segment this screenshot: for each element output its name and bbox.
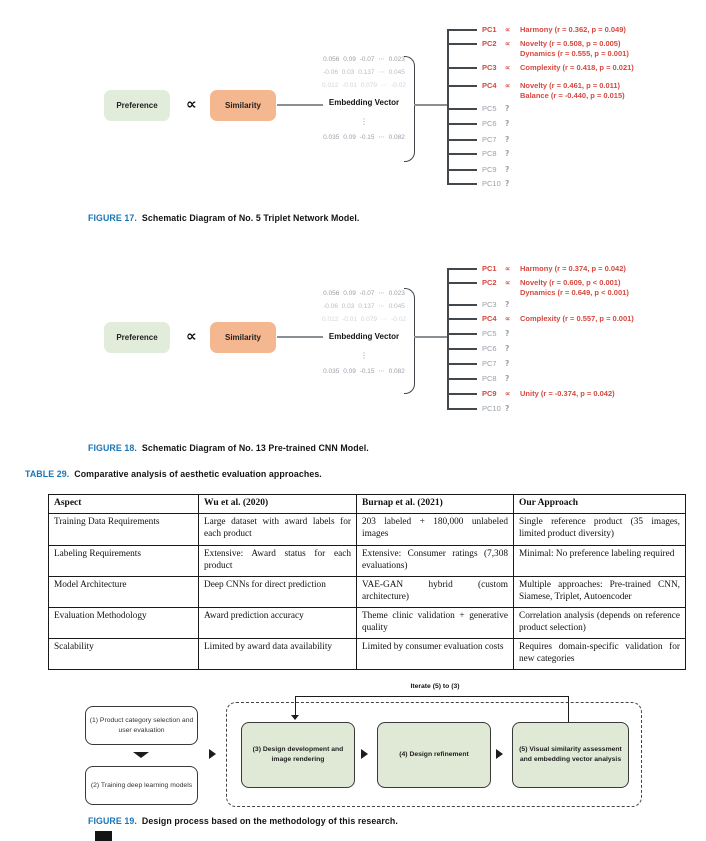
process-box-3 bbox=[241, 722, 355, 788]
similarity-box bbox=[210, 322, 276, 353]
table-cell: Single reference product (35 images, limited product diversity) bbox=[514, 514, 686, 545]
arrow-down-icon bbox=[133, 752, 149, 758]
process-box-4 bbox=[377, 722, 491, 788]
table-cell: VAE-GAN hybrid (custom architecture) bbox=[357, 576, 514, 607]
process-box-label: (4) Design refinement bbox=[399, 751, 469, 759]
pc-connector-line bbox=[447, 363, 477, 365]
question-symbol: ? bbox=[505, 344, 510, 353]
pc-factors bbox=[520, 81, 625, 101]
pc-row bbox=[447, 314, 634, 324]
process-box-5 bbox=[512, 722, 629, 788]
connector-line bbox=[414, 104, 447, 106]
pc-row bbox=[447, 135, 520, 145]
pc-connector-line bbox=[447, 169, 477, 171]
pc-label: PC3 bbox=[482, 300, 497, 309]
matrix-row: 0.012 -0.01 0.079 ⋯ -0.02 bbox=[322, 316, 406, 323]
table-cell: 203 labeled + 180,000 unlabeled images bbox=[357, 514, 514, 545]
pc-label: PC10 bbox=[482, 404, 501, 413]
table-cell: Large dataset with award labels for each product bbox=[199, 514, 357, 545]
pc-factor-line: Novelty (r = 0.609, p < 0.001) bbox=[520, 278, 621, 287]
caption-text: Design process based on the methodology of this research. bbox=[141, 816, 398, 826]
matrix-row: -0.06 0.03 0.137 ⋯ 0.045 bbox=[323, 69, 405, 76]
connector-line bbox=[414, 336, 447, 338]
figure-number: FIGURE 19. bbox=[88, 816, 137, 826]
pc-row bbox=[447, 179, 520, 189]
pc-row bbox=[447, 39, 629, 59]
pc-connector-line bbox=[447, 183, 477, 185]
question-symbol: ? bbox=[505, 300, 510, 309]
similarity-label: Similarity bbox=[224, 101, 261, 110]
pc-row bbox=[447, 404, 520, 414]
table-cell: Extensive: Award status for each product bbox=[199, 545, 357, 576]
embedding-vector-label: Embedding Vector bbox=[328, 332, 400, 341]
pc-label: PC5 bbox=[482, 329, 497, 338]
question-symbol: ? bbox=[505, 179, 510, 188]
propto-symbol: ∝ bbox=[505, 25, 511, 34]
table-cell: Labeling Requirements bbox=[49, 545, 199, 576]
similarity-label: Similarity bbox=[224, 333, 261, 342]
pc-label: PC1 bbox=[482, 25, 497, 34]
pc-factors bbox=[520, 314, 634, 324]
table-cell: Extensive: Consumer ratings (7,308 evaluations) bbox=[357, 545, 514, 576]
table-cell: Training Data Requirements bbox=[49, 514, 199, 545]
footer-mark bbox=[95, 831, 112, 841]
pc-connector-line bbox=[447, 408, 477, 410]
pc-connector-line bbox=[447, 393, 477, 395]
pc-row bbox=[447, 278, 629, 298]
question-symbol: ? bbox=[505, 329, 510, 338]
connector-line bbox=[277, 336, 323, 338]
pc-factors bbox=[520, 278, 629, 298]
table-cell: Model Architecture bbox=[49, 576, 199, 607]
table-cell: Correlation analysis (depends on reference product selection) bbox=[514, 607, 686, 638]
figure-number: FIGURE 17. bbox=[88, 213, 137, 223]
feedback-line-horizontal bbox=[295, 696, 569, 697]
pc-factor-line: Complexity (r = 0.418, p = 0.021) bbox=[520, 63, 634, 72]
preference-box bbox=[104, 322, 170, 353]
table-cell: Minimal: No preference labeling required bbox=[514, 545, 686, 576]
pc-factor-line: Unity (r = -0.374, p = 0.042) bbox=[520, 389, 615, 398]
pc-factor-line: Balance (r = -0.440, p = 0.015) bbox=[520, 91, 625, 101]
preference-label: Preference bbox=[116, 101, 158, 110]
table-cell: Scalability bbox=[49, 638, 199, 669]
proportional-to-symbol: ∝ bbox=[186, 95, 197, 113]
propto-symbol: ∝ bbox=[505, 314, 511, 323]
embedding-vector-matrix bbox=[322, 287, 406, 378]
pc-factors bbox=[520, 264, 626, 274]
propto-symbol: ∝ bbox=[505, 264, 511, 273]
process-box-1 bbox=[85, 706, 198, 745]
table-cell: Requires domain-specific validation for new categories bbox=[514, 638, 686, 669]
pc-connector-line bbox=[447, 282, 477, 284]
question-symbol: ? bbox=[505, 359, 510, 368]
propto-symbol: ∝ bbox=[505, 39, 511, 48]
connector-line bbox=[277, 104, 323, 106]
column-header: Burnap et al. (2021) bbox=[357, 495, 514, 514]
table-row bbox=[49, 638, 686, 669]
table-cell: Deep CNNs for direct prediction bbox=[199, 576, 357, 607]
pc-row bbox=[447, 119, 520, 129]
matrix-row: 0.035 0.09 -0.15 ⋯ 0.082 bbox=[323, 368, 405, 375]
pc-row bbox=[447, 264, 626, 274]
column-header: Our Approach bbox=[514, 495, 686, 514]
pc-label: PC5 bbox=[482, 104, 497, 113]
pc-label: PC1 bbox=[482, 264, 497, 273]
pc-connector-line bbox=[447, 29, 477, 31]
propto-symbol: ∝ bbox=[505, 389, 511, 398]
similarity-box bbox=[210, 90, 276, 121]
propto-symbol: ∝ bbox=[505, 63, 511, 72]
table-header-row bbox=[49, 495, 686, 514]
pc-row bbox=[447, 165, 520, 175]
table-cell: Limited by award data availability bbox=[199, 638, 357, 669]
iterate-label: Iterate (5) to (3) bbox=[410, 683, 460, 690]
pc-label: PC2 bbox=[482, 278, 497, 287]
arrow-right-icon bbox=[361, 749, 368, 759]
pc-label: PC4 bbox=[482, 314, 497, 323]
preference-label: Preference bbox=[116, 333, 158, 342]
pc-label: PC7 bbox=[482, 359, 497, 368]
figure-18-caption bbox=[88, 443, 369, 453]
arrow-right-icon bbox=[496, 749, 503, 759]
table-row bbox=[49, 576, 686, 607]
table-cell: Multiple approaches: Pre-trained CNN, Siamese, Triplet, Autoencoder bbox=[514, 576, 686, 607]
pc-factor-line: Harmony (r = 0.362, p = 0.049) bbox=[520, 25, 626, 34]
pc-label: PC9 bbox=[482, 165, 497, 174]
pc-connector-line bbox=[447, 378, 477, 380]
pc-factor-line: Novelty (r = 0.461, p = 0.011) bbox=[520, 81, 621, 90]
pc-factor-line: Harmony (r = 0.374, p = 0.042) bbox=[520, 264, 626, 273]
pc-row bbox=[447, 329, 520, 339]
question-symbol: ? bbox=[505, 135, 510, 144]
table-29-caption bbox=[25, 469, 322, 479]
matrix-row: 0.056 0.09 -0.07 ⋯ 0.023 bbox=[323, 56, 405, 63]
table-number: TABLE 29. bbox=[25, 469, 70, 479]
question-symbol: ? bbox=[505, 404, 510, 413]
pc-row bbox=[447, 300, 520, 310]
caption-text: Comparative analysis of aesthetic evaluation approaches. bbox=[74, 469, 322, 479]
pc-connector-line bbox=[447, 268, 477, 270]
pc-factors bbox=[520, 39, 629, 59]
pc-factor-line: Complexity (r = 0.557, p = 0.001) bbox=[520, 314, 634, 323]
pc-connector-line bbox=[447, 108, 477, 110]
pc-connector-line bbox=[447, 43, 477, 45]
pc-row bbox=[447, 104, 520, 114]
proportional-to-symbol: ∝ bbox=[186, 327, 197, 345]
pc-row bbox=[447, 81, 625, 101]
right-bracket bbox=[404, 56, 415, 162]
table-cell: Evaluation Methodology bbox=[49, 607, 199, 638]
pc-row bbox=[447, 63, 634, 73]
pc-row bbox=[447, 389, 615, 399]
pc-connector-line bbox=[447, 67, 477, 69]
preference-box bbox=[104, 90, 170, 121]
vertical-ellipsis: ⋮ bbox=[360, 117, 368, 126]
pc-row bbox=[447, 374, 520, 384]
pc-label: PC3 bbox=[482, 63, 497, 72]
question-symbol: ? bbox=[505, 149, 510, 158]
matrix-row: 0.012 -0.01 0.079 ⋯ -0.02 bbox=[322, 82, 406, 89]
embedding-vector-label: Embedding Vector bbox=[328, 98, 400, 107]
pc-row bbox=[447, 344, 520, 354]
process-box-label: (5) Visual similarity assessment and embedding vector analysis bbox=[519, 746, 622, 763]
pc-row bbox=[447, 25, 626, 35]
process-box-label: (1) Product category selection and user evaluation bbox=[89, 716, 194, 734]
pc-connector-line bbox=[447, 348, 477, 350]
figure-number: FIGURE 18. bbox=[88, 443, 137, 453]
process-box-label: (3) Design development and image rendering bbox=[252, 746, 344, 763]
caption-text: Schematic Diagram of No. 13 Pre-trained CNN Model. bbox=[141, 443, 369, 453]
embedding-vector-matrix bbox=[322, 53, 406, 144]
pc-connector-line bbox=[447, 139, 477, 141]
pc-connector-line bbox=[447, 153, 477, 155]
pc-connector-line bbox=[447, 304, 477, 306]
pc-connector-line bbox=[447, 333, 477, 335]
pc-label: PC6 bbox=[482, 119, 497, 128]
pc-connector-line bbox=[447, 123, 477, 125]
figure-17-caption bbox=[88, 213, 359, 223]
propto-symbol: ∝ bbox=[505, 278, 511, 287]
propto-symbol: ∝ bbox=[505, 81, 511, 90]
pc-connector-line bbox=[447, 318, 477, 320]
process-box-2 bbox=[85, 766, 198, 805]
pc-factor-line: Dynamics (r = 0.649, p < 0.001) bbox=[520, 288, 629, 298]
pc-label: PC8 bbox=[482, 149, 497, 158]
question-symbol: ? bbox=[505, 104, 510, 113]
pc-label: PC2 bbox=[482, 39, 497, 48]
pc-label: PC10 bbox=[482, 179, 501, 188]
table-row bbox=[49, 607, 686, 638]
pc-factor-line: Novelty (r = 0.508, p = 0.005) bbox=[520, 39, 621, 48]
pc-label: PC7 bbox=[482, 135, 497, 144]
matrix-row: 0.056 0.09 -0.07 ⋯ 0.023 bbox=[323, 290, 405, 297]
matrix-row: -0.06 0.03 0.137 ⋯ 0.045 bbox=[323, 303, 405, 310]
question-symbol: ? bbox=[505, 119, 510, 128]
column-header: Wu et al. (2020) bbox=[199, 495, 357, 514]
pc-label: PC6 bbox=[482, 344, 497, 353]
table-cell: Limited by consumer evaluation costs bbox=[357, 638, 514, 669]
table-cell: Theme clinic validation + generative quality bbox=[357, 607, 514, 638]
pc-row bbox=[447, 359, 520, 369]
pc-label: PC8 bbox=[482, 374, 497, 383]
question-symbol: ? bbox=[505, 165, 510, 174]
table-cell: Award prediction accuracy bbox=[199, 607, 357, 638]
pc-label: PC9 bbox=[482, 389, 497, 398]
pc-label: PC4 bbox=[482, 81, 497, 90]
comparison-table bbox=[48, 494, 686, 670]
arrow-right-icon bbox=[209, 749, 216, 759]
process-box-label: (2) Training deep learning models bbox=[90, 781, 193, 789]
pc-row bbox=[447, 149, 520, 159]
caption-text: Schematic Diagram of No. 5 Triplet Network Model. bbox=[141, 213, 360, 223]
pc-factors bbox=[520, 63, 634, 73]
right-bracket bbox=[404, 288, 415, 394]
pc-factors bbox=[520, 389, 615, 399]
column-header: Aspect bbox=[49, 495, 199, 514]
pc-connector-line bbox=[447, 85, 477, 87]
table-row bbox=[49, 514, 686, 545]
table-row bbox=[49, 545, 686, 576]
vertical-ellipsis: ⋮ bbox=[360, 351, 368, 360]
pc-factor-line: Dynamics (r = 0.555, p = 0.001) bbox=[520, 49, 629, 59]
pc-factors bbox=[520, 25, 626, 35]
question-symbol: ? bbox=[505, 374, 510, 383]
figure-19-caption bbox=[88, 816, 398, 826]
matrix-row: 0.035 0.09 -0.15 ⋯ 0.082 bbox=[323, 134, 405, 141]
